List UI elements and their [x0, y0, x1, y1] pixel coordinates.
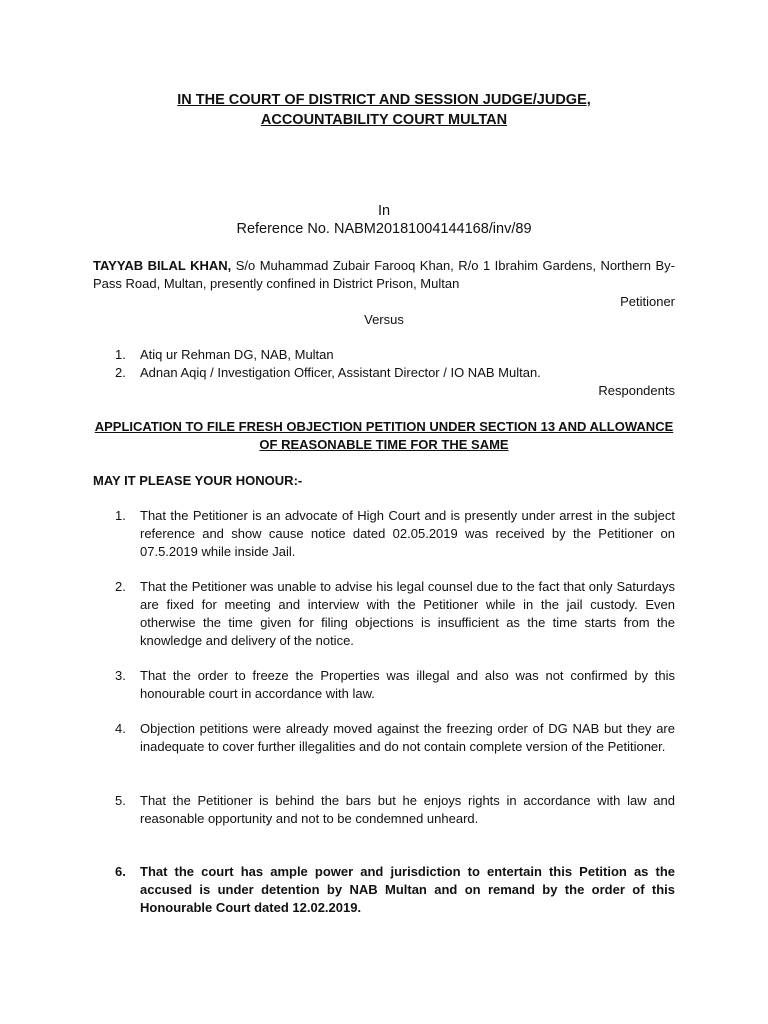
paragraph-text: That the Petitioner is an advocate of High Court and is presently under arrest in the subject reference and show cause notice dated 02.05.2019 was received by the Petitioner on 07.5.2019 while inside Jail. — [140, 508, 675, 559]
petitioner-description — [93, 257, 675, 293]
paragraph-item — [115, 720, 675, 756]
paragraph-item — [115, 667, 675, 703]
respondent-number: 1. — [115, 347, 126, 362]
paragraph-item — [115, 507, 675, 561]
paragraph-item — [115, 863, 675, 917]
respondent-item — [115, 346, 675, 364]
application-title-line-1: APPLICATION TO FILE FRESH OBJECTION PETITION UNDER SECTION 13 AND ALLOWANCE — [94, 419, 674, 434]
in-label: In — [377, 203, 391, 219]
greeting: MAY IT PLEASE YOUR HONOUR:- — [93, 473, 303, 488]
respondent-text: Atiq ur Rehman DG, NAB, Multan — [140, 347, 334, 362]
respondents-label: Respondents — [598, 383, 675, 398]
court-title-line-1: IN THE COURT OF DISTRICT AND SESSION JUDGE/JUDGE, — [177, 92, 591, 108]
court-title-line-2: ACCOUNTABILITY COURT MULTAN — [260, 112, 508, 128]
paragraph-number: 3. — [115, 668, 126, 683]
paragraph-text: That the Petitioner was unable to advise his legal counsel due to the fact that only Saturdays are fixed for meeting and interview with the Petitioner while in the jail custody. Even otherwise the time given for filing objections is insufficient as the time starts from the knowledge and delivery of the notice. — [140, 579, 675, 648]
application-title-line-2: OF REASONABLE TIME FOR THE SAME — [259, 437, 509, 452]
versus-label: Versus — [364, 312, 404, 327]
respondent-text: Adnan Aqiq / Investigation Officer, Assistant Director / IO NAB Multan. — [140, 365, 541, 380]
paragraph-text: Objection petitions were already moved against the freezing order of DG NAB but they are inadequate to cover further illegalities and do not contain complete version of the Petitioner. — [140, 721, 675, 754]
paragraph-number: 4. — [115, 721, 126, 736]
paragraph-item — [115, 792, 675, 828]
petitioner-label: Petitioner — [620, 294, 675, 309]
paragraph-number: 1. — [115, 508, 126, 523]
paragraph-number: 6. — [115, 864, 126, 879]
paragraph-number: 5. — [115, 793, 126, 808]
paragraph-text: That the order to freeze the Properties was illegal and also was not confirmed by this honourable court in accordance with law. — [140, 668, 675, 701]
paragraph-text: That the Petitioner is behind the bars but he enjoys rights in accordance with law and reasonable opportunity and not to be condemned unheard. — [140, 793, 675, 826]
respondent-number: 2. — [115, 365, 126, 380]
paragraph-item — [115, 578, 675, 650]
petitioner-name: TAYYAB BILAL KHAN, — [93, 258, 232, 273]
paragraph-text: That the court has ample power and jurisdiction to entertain this Petition as the accused is under detention by NAB Multan and on remand by the order of this Honourable Court dated 12.02.2019. — [140, 864, 675, 915]
respondent-item — [115, 364, 675, 382]
reference-number: Reference No. NABM20181004144168/inv/89 — [236, 221, 532, 237]
petitioner-details: S/o Muhammad Zubair Farooq Khan, R/o 1 Ibrahim Gardens, Northern By-Pass Road, Multan, presently confined in District Prison, Multan — [93, 258, 675, 291]
paragraph-number: 2. — [115, 579, 126, 594]
